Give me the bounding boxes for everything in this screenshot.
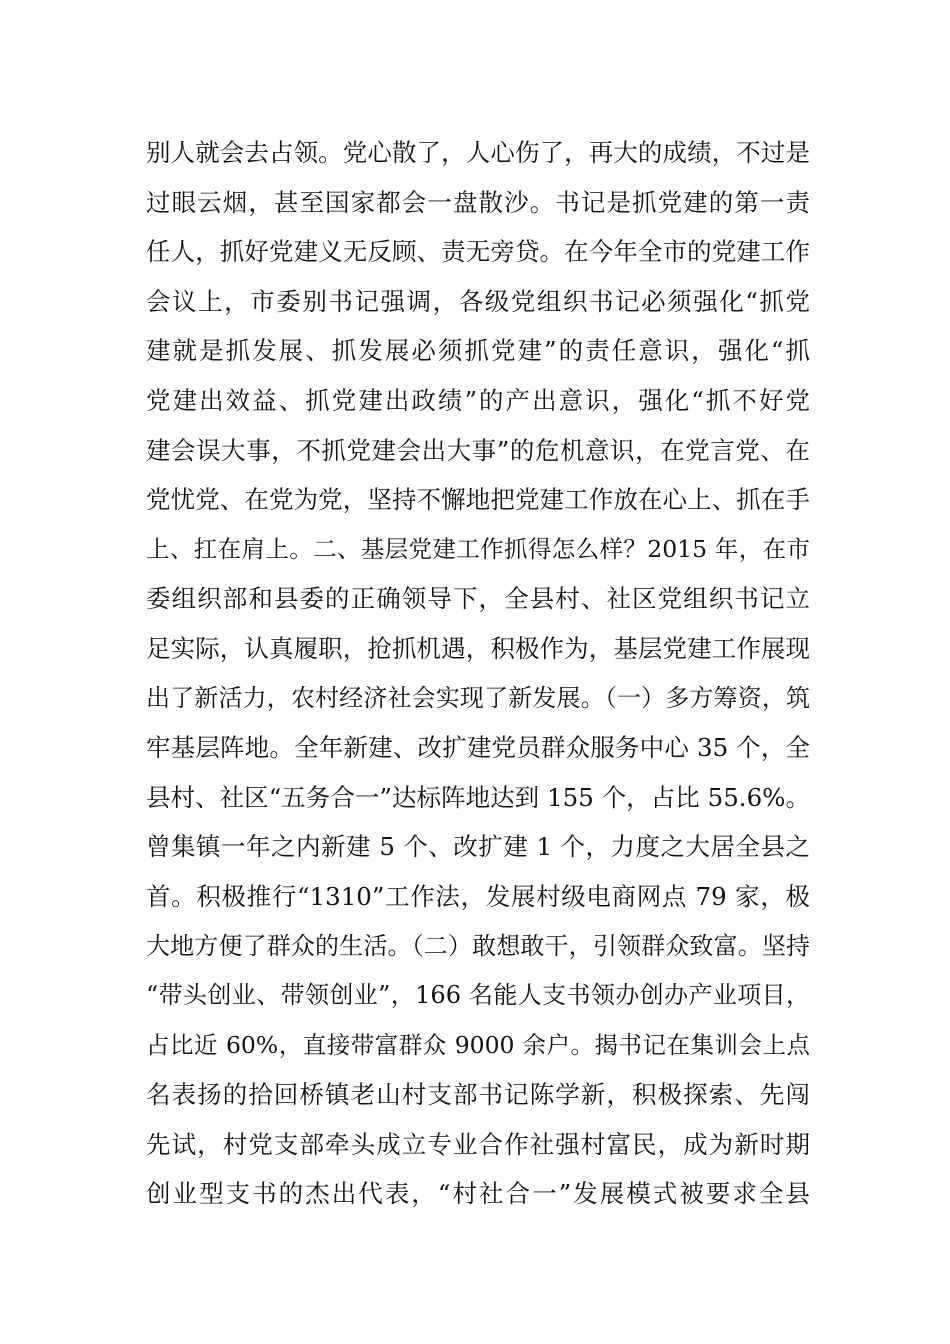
text-line: 首。积极推行“1310”工作法，发展村级电商网点 79 家，极 [146, 881, 810, 911]
text-line: 过眼云烟，甚至国家都会一盘散沙。书记是抓党建的第一责 [146, 187, 810, 217]
text-line: 党建出效益、抓党建出政绩”的产出意识，强化“抓不好党 [146, 385, 810, 415]
text-line: 县村、社区“五务合一”达标阵地达到 155 个，占比 55.6%。 [146, 782, 810, 812]
text-line: 会议上，市委别书记强调，各级党组织书记必须强化“抓党 [146, 286, 810, 316]
text-line: 党忧党、在党为党，坚持不懈地把党建工作放在心上、抓在手 [146, 485, 810, 515]
text-line: 建会误大事，不抓党建会出大事”的危机意识，在党言党、在 [146, 435, 810, 465]
text-line: 牢基层阵地。全年新建、改扩建党员群众服务中心 35 个，全 [146, 733, 810, 763]
text-line: 建就是抓发展、抓发展必须抓党建”的责任意识，强化“抓 [146, 336, 810, 366]
text-line: 出了新活力，农村经济社会实现了新发展。（一）多方筹资，筑 [146, 683, 810, 712]
body-text [146, 128, 810, 1219]
text-line: 占比近 60%，直接带富群众 9000 余户。揭书记在集训会上点 [146, 1030, 810, 1059]
text-line: 创业型支书的杰出代表，“村社合一”发展模式被要求全县 [146, 1179, 810, 1209]
text-line: 大地方便了群众的生活。（二）敢想敢干，引领群众致富。坚持 [146, 931, 810, 960]
text-line: 委组织部和县委的正确领导下，全县村、社区党组织书记立 [146, 584, 810, 614]
text-line: 名表扬的拾回桥镇老山村支部书记陈学新，积极探索、先闯 [146, 1080, 810, 1110]
text-line: 任人，抓好党建义无反顾、责无旁贷。在今年全市的党建工作 [146, 237, 810, 267]
text-line: 曾集镇一年之内新建 5 个、改扩建 1 个，力度之大居全县之 [146, 832, 810, 862]
text-line: 上、扛在肩上。二、基层党建工作抓得怎么样？2015 年，在市 [146, 534, 810, 563]
text-line: 先试，村党支部牵头成立专业合作社强村富民，成为新时期 [146, 1129, 810, 1159]
text-line: 足实际，认真履职，抢抓机遇，积极作为，基层党建工作展现 [146, 633, 810, 663]
text-line: 别人就会去占领。党心散了，人心伤了，再大的成绩，不过是 [146, 138, 810, 167]
text-line: “带头创业、带领创业”，166 名能人支书领办创办产业项目， [146, 981, 810, 1010]
